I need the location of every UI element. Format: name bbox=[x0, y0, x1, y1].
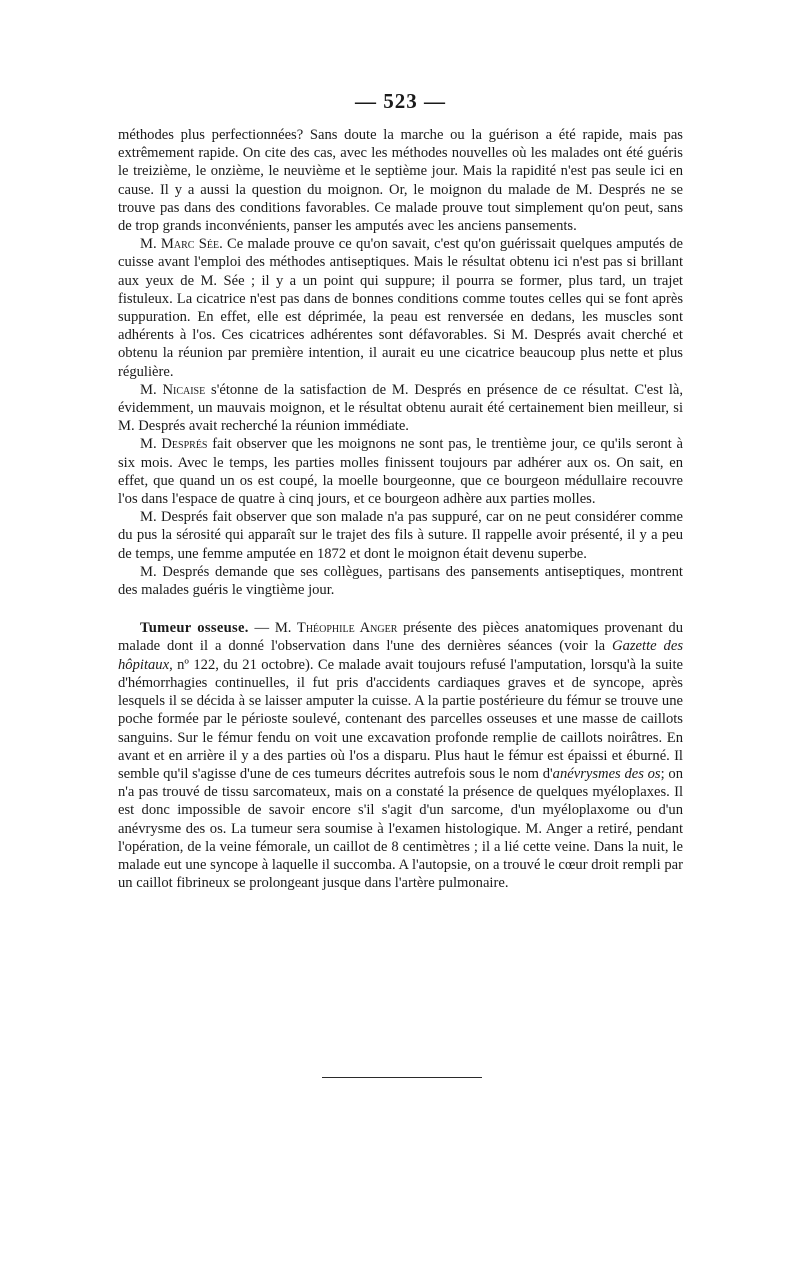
paragraph-text: Ce malade prouve ce qu'on savait, c'est qu'on guérissait quelques amputés de cuisse avant l'emploi des méthodes antiseptiques. Mais le résultat obtenu ici n'est pas si brillant aux yeux de M. Sée ; il y a un point qui suppure; il pourra se former, plus tard, un trajet fistuleux. La cicatrice n'est pas dans de bonnes conditions comme toutes celles qui se font après suppuration. En effet, elle est déprimée, la peau est renversée en dedans, les muscles sont adhérents à l'os. Ces cicatrices adhérentes sont défavorables. Si M. Després avait cherché et obtenu la réunion par première intention, il aurait eu une cicatrice beaucoup plus nette et plus régulière. bbox=[118, 236, 683, 380]
paragraph-text: M. Després fait observer que son malade n'a pas suppuré, car on ne peut considérer comme du pus la sérosité qui apparaît sur le trajet des fils à suture. Il rappelle avoir présenté, il y a peu de temps, une femme amputée en 1872 et dont le moignon était devenu superbe. bbox=[118, 509, 683, 562]
section-text-end: ; on n'a pas trouvé de tissu sarcomateux, mais on a constaté la présence de quelques myéloplaxes. Il est donc impossible de savoir encore s'il s'agit d'un sarcome, d'un myéloplaxome ou d'un anévrysme des os. La tumeur sera soumise à l'examen histologique. M. Anger a retiré, pendant l'opération, de la veine fémorale, un caillot de 8 centimètres ; il a lié cette veine. Dans la nuit, le malade eut une syncope à laquelle il succomba. A l'autopsie, on a trouvé le cœur droit rempli par un caillot fibrineux se prolongeant jusque dans l'artère pulmonaire. bbox=[118, 765, 684, 892]
section-text-intro: présente des pièces anatomiques provenant du malade dont il a donné l'observation dans l'une des dernières séances (voir la bbox=[118, 620, 683, 655]
paragraph-text: s'étonne de la satisfaction de M. Després en présence de ce résultat. C'est là, évidemment, un mauvais moignon, et le résultat obtenu aurait été certainement bien meilleur, si M. Després avait recherché la réunion immédiate. bbox=[118, 381, 683, 435]
page-number: — 523 — bbox=[355, 89, 446, 113]
journal-title: Gazette des hôpitaux bbox=[118, 638, 684, 673]
paragraph-6 bbox=[118, 563, 683, 599]
speaker-name: M. Marc Sée. bbox=[140, 236, 223, 253]
paragraph-3 bbox=[118, 381, 683, 436]
speaker-name: M. Théophile Anger bbox=[274, 620, 398, 637]
document-page bbox=[118, 88, 683, 892]
paragraph-text: fait observer que les moignons ne sont pas, le trentième jour, ce qu'ils seront à six mois. Avec le temps, les parties molles finissent toujours par adhérer aux os. On sait, en effet, que quand un os est coupé, la moelle bourgeonne, que ce bourgeon médullaire recouvre l'os dans l'espace de quatre à cinq jours, et ce bourgeon adhère aux parties molles. bbox=[118, 436, 683, 508]
paragraph-2 bbox=[118, 235, 683, 381]
paragraph-text: M. Després demande que ses collègues, partisans des pansements antiseptiques, montrent des malades guéris le vingtième jour. bbox=[118, 563, 683, 599]
end-rule bbox=[322, 1077, 482, 1078]
paragraph-5 bbox=[118, 508, 683, 563]
section-paragraph bbox=[118, 619, 683, 892]
speaker-name: M. Nicaise bbox=[140, 381, 206, 398]
medical-term: anévrysmes des os bbox=[552, 765, 661, 782]
speaker-name: M. Després bbox=[140, 436, 208, 453]
section-spacer bbox=[118, 599, 683, 619]
paragraph-1 bbox=[118, 126, 683, 235]
paragraph-text: méthodes plus perfectionnées? Sans doute la marche ou la guérison a été rapide, mais pas extrêmement rapide. On cite des cas, avec les méthodes nouvelles où les malades ont été guéris le treizième, le onzième, le neuvième et le septième jour. Mais la rapidité n'est pas seule ici en cause. Il y a aussi la question du moignon. Or, le moignon du malade de M. Després ne se trouve pas dans des conditions favorables. Ce malade prouve tout simplement qu'on peut, sans de trop grands inconvénients, panser les amputés avec les anciens pansements. bbox=[118, 127, 683, 235]
section-dash: — bbox=[248, 620, 275, 637]
section-text-body: , nº 122, du 21 octobre). Ce malade avait toujours refusé l'amputation, lorsqu'à la suite d'hémorrhagies continuelles, il fut pris d'accidents cardiaques graves et de syncope, après lesquels il se décida à se laisser amputer la cuisse. A la partie postérieure du fémur se trouve une poche formée par le périoste soulevé, contenant des parcelles osseuses et une masse de caillots sanguins. Sur le fémur fendu on voit une excavation profonde remplie de caillots noirâtres. En avant et en arrière il y a des parties où l'os a disparu. Plus haut le fémur est épaissi et éburné. Il semble qu'il s'agisse d'une de ces tumeurs décrites autrefois sous le nom d' bbox=[118, 656, 683, 782]
paragraph-4 bbox=[118, 435, 683, 508]
section-title: Tumeur osseuse. bbox=[140, 620, 249, 637]
